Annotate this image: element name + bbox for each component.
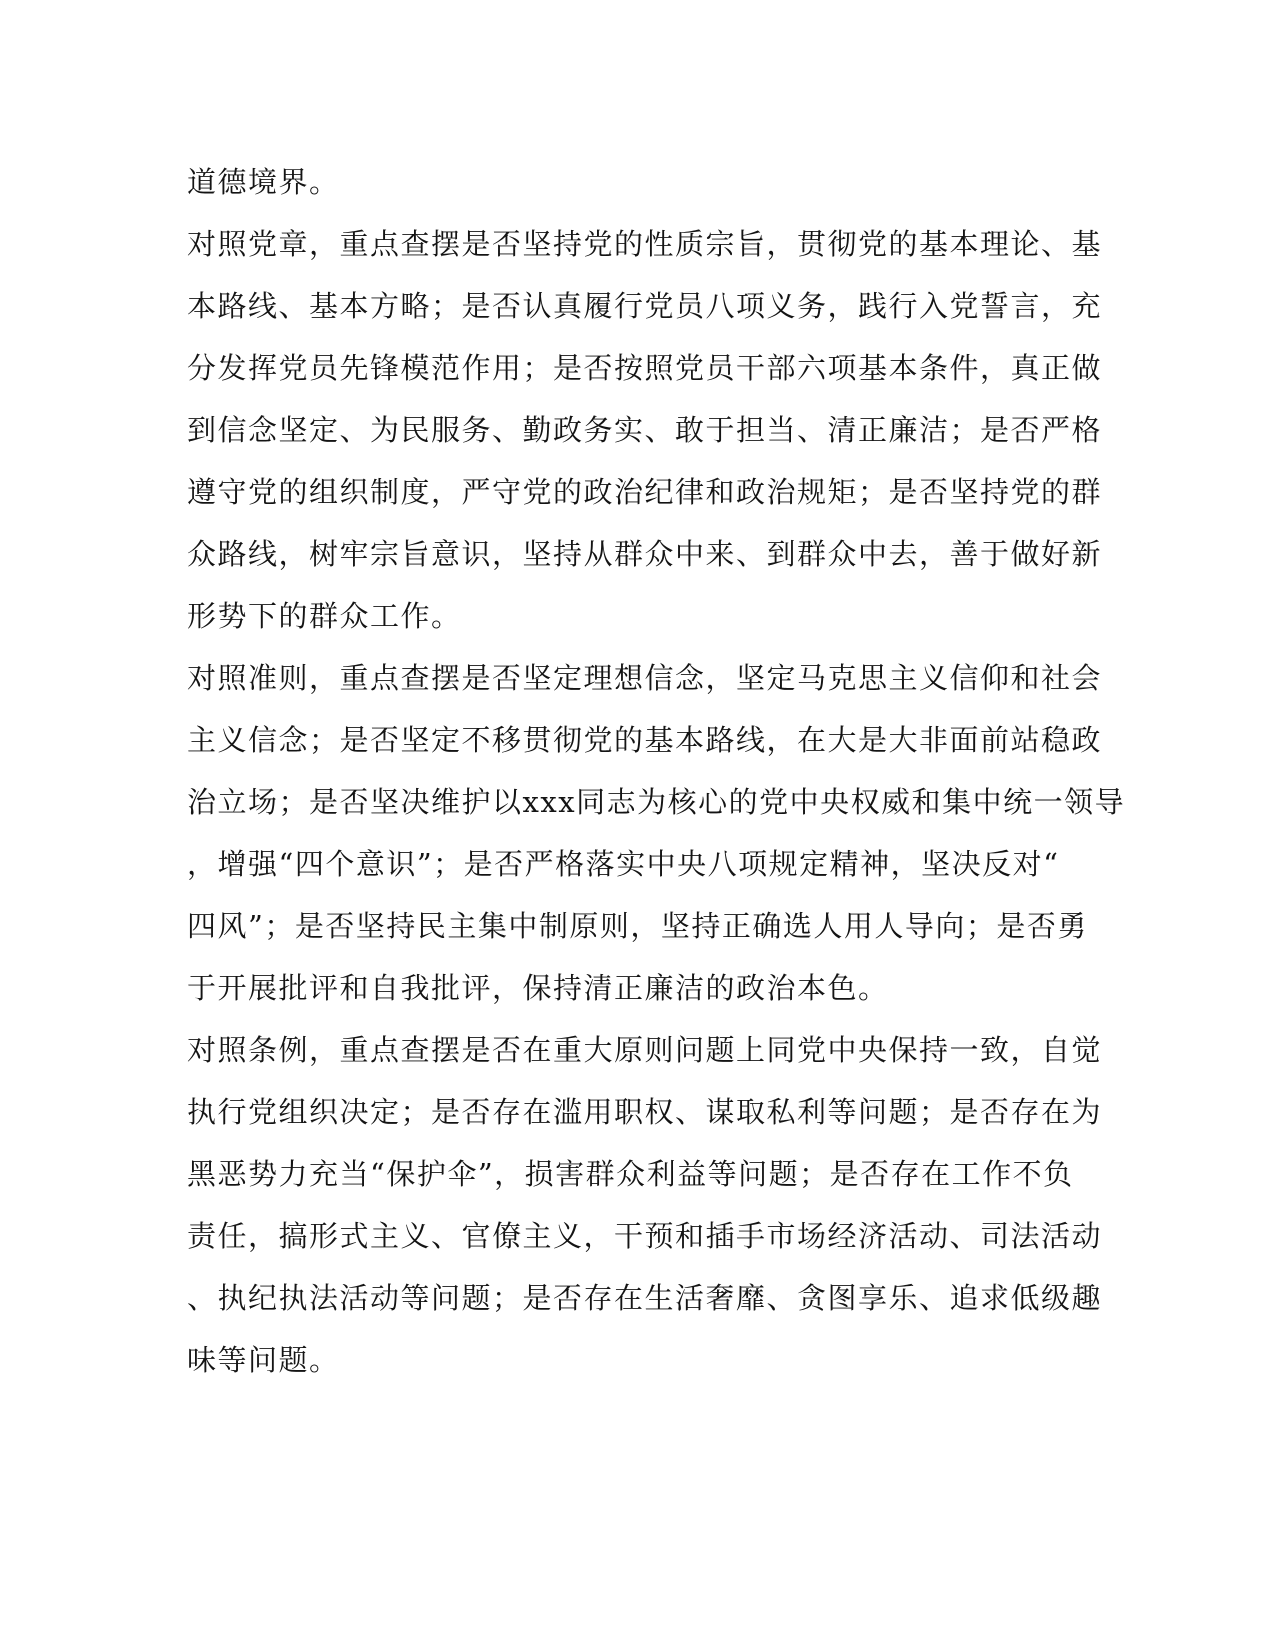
text-line: 执行党组织决定；是否存在滥用职权、谋取私利等问题；是否存在为 — [187, 1095, 1103, 1129]
text-line: 对照条例，重点查摆是否在重大原则问题上同党中央保持一致，自觉 — [187, 1033, 1103, 1067]
text-line: 味等问题。 — [187, 1343, 340, 1377]
text-line: 治立场；是否坚决维护以xxx同志为核心的党中央权威和集中统一领导 — [187, 785, 1126, 819]
text-line: 于开展批评和自我批评，保持清正廉洁的政治本色。 — [187, 971, 889, 1005]
text-line: 对照党章，重点查摆是否坚持党的性质宗旨，贯彻党的基本理论、基 — [187, 227, 1103, 261]
text-line: 到信念坚定、为民服务、勤政务实、敢于担当、清正廉洁；是否严格 — [187, 413, 1103, 447]
text-line: 分发挥党员先锋模范作用；是否按照党员干部六项基本条件，真正做 — [187, 351, 1103, 385]
text-line: 四风”；是否坚持民主集中制原则，坚持正确选人用人导向；是否勇 — [187, 909, 1088, 943]
text-line: ，增强“四个意识”；是否严格落实中央八项规定精神，坚决反对“ — [187, 847, 1060, 881]
text-line: 本路线、基本方略；是否认真履行党员八项义务，践行入党誓言，充 — [187, 289, 1103, 323]
text-line: 、执纪执法活动等问题；是否存在生活奢靡、贪图享乐、追求低级趣 — [187, 1281, 1103, 1315]
text-line: 形势下的群众工作。 — [187, 599, 462, 633]
text-line: 道德境界。 — [187, 165, 340, 199]
text-line: 责任，搞形式主义、官僚主义，干预和插手市场经济活动、司法活动 — [187, 1219, 1103, 1253]
text-line: 对照准则，重点查摆是否坚定理想信念，坚定马克思主义信仰和社会 — [187, 661, 1103, 695]
text-line: 遵守党的组织制度，严守党的政治纪律和政治规矩；是否坚持党的群 — [187, 475, 1103, 509]
text-line: 黑恶势力充当“保护伞”，损害群众利益等问题；是否存在工作不负 — [187, 1157, 1074, 1191]
text-line: 主义信念；是否坚定不移贯彻党的基本路线，在大是大非面前站稳政 — [187, 723, 1103, 757]
text-line: 众路线，树牢宗旨意识，坚持从群众中来、到群众中去，善于做好新 — [187, 537, 1103, 571]
